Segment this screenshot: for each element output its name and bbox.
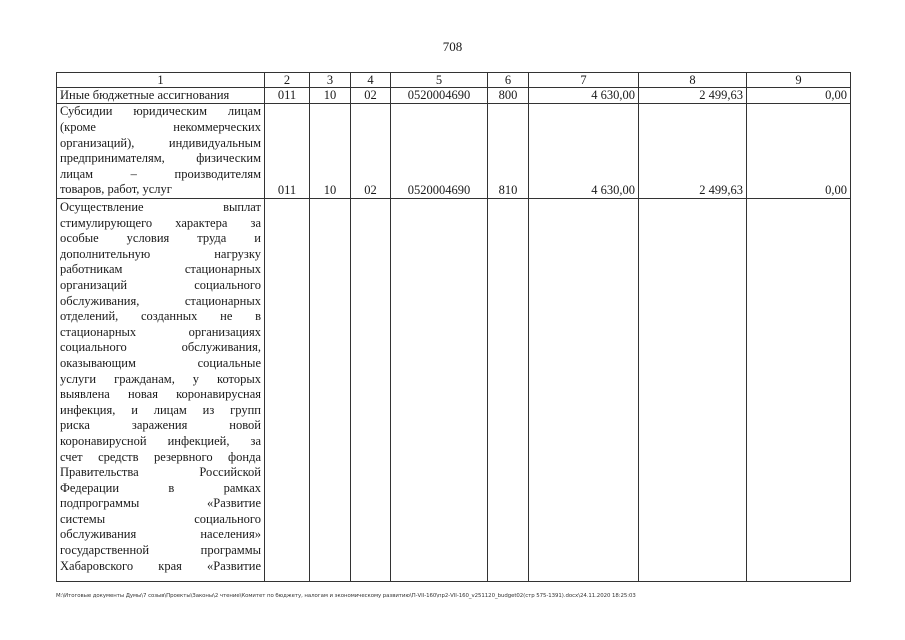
cell-amount-plan — [529, 199, 639, 582]
description-line: (кроме некоммерческих — [60, 120, 261, 135]
cell-amount-remaining: 0,00 — [747, 104, 851, 199]
description-line: Иные бюджетные ассигнования — [60, 88, 230, 102]
description-line: организаций социального — [60, 277, 261, 292]
cell-amount-plan: 4 630,00 — [529, 88, 639, 104]
header-row — [57, 73, 851, 88]
description-line: государственной программы — [60, 543, 261, 558]
cell-section: 10 — [310, 104, 351, 199]
header-cell: 4 — [351, 73, 391, 88]
description-line: подпрограммы «Развитие — [60, 496, 261, 511]
file-path-footer: M:\Итоговые документы Думы\7 созыв\Проекты\Законы\2 чтение\Комитет по бюджету, налогам и экономическому развитию\П-VII-160\пр2-VII-160_v251120_budget02(стр 575-1391).docx\24.11.2020 18:25:03 — [56, 593, 636, 599]
cell-subsection: 02 — [351, 104, 391, 199]
row-description — [57, 199, 265, 582]
description-line: стимулирующего характера за — [60, 215, 261, 230]
description-line: коронавирусной инфекцией, за — [60, 433, 261, 448]
cell-amount-executed: 2 499,63 — [639, 104, 747, 199]
description-line: лицам – производителям — [60, 166, 261, 181]
cell-ministry-code — [265, 199, 310, 582]
cell-expense-type — [488, 199, 529, 582]
budget-table — [56, 72, 851, 582]
header-cell: 2 — [265, 73, 310, 88]
description-line: Осуществление выплат — [60, 200, 261, 214]
header-cell: 8 — [639, 73, 747, 88]
cell-expense-type: 800 — [488, 88, 529, 104]
header-cell: 6 — [488, 73, 529, 88]
description-line: дополнительную нагрузку — [60, 246, 261, 261]
header-cell: 3 — [310, 73, 351, 88]
header-cell: 7 — [529, 73, 639, 88]
cell-section: 10 — [310, 88, 351, 104]
page-number: 708 — [442, 39, 463, 54]
table-row — [57, 104, 851, 199]
cell-amount-executed — [639, 199, 747, 582]
description-line: услуги гражданам, у которых — [60, 371, 261, 386]
description-line: риска заражения новой — [60, 418, 261, 433]
description-line: выявлена новая коронавирусная — [60, 387, 261, 402]
description-line: Правительства Российской — [60, 465, 261, 480]
header-cell: 9 — [747, 73, 851, 88]
cell-ministry-code: 011 — [265, 88, 310, 104]
header-cell: 5 — [391, 73, 488, 88]
table-row — [57, 88, 851, 104]
description-line: счет средств резервного фонда — [60, 449, 261, 464]
description-line: особые условия труда и — [60, 231, 261, 246]
cell-target-article: 0520004690 — [391, 104, 488, 199]
description-line: организаций), индивидуальным — [60, 135, 261, 150]
description-line: обслуживания населения» — [60, 527, 261, 542]
description-line: оказывающим социальные — [60, 355, 261, 370]
description-line: товаров, работ, услуг — [60, 182, 172, 197]
row-description — [57, 104, 265, 199]
cell-subsection: 02 — [351, 88, 391, 104]
cell-amount-plan: 4 630,00 — [529, 104, 639, 199]
table-row — [57, 199, 851, 582]
description-line: Федерации в рамках — [60, 480, 261, 495]
description-line: стационарных организациях — [60, 324, 261, 339]
description-line: работникам стационарных — [60, 262, 261, 277]
cell-amount-remaining: 0,00 — [747, 88, 851, 104]
description-line: Хабаровского края «Развитие — [60, 558, 261, 573]
description-line: отделений, созданных не в — [60, 309, 261, 324]
cell-ministry-code: 011 — [265, 104, 310, 199]
row-description — [57, 88, 265, 104]
cell-section — [310, 199, 351, 582]
cell-amount-remaining — [747, 199, 851, 582]
description-line: системы социального — [60, 511, 261, 526]
cell-target-article — [391, 199, 488, 582]
description-line: предпринимателям, физическим — [60, 151, 261, 166]
cell-target-article: 0520004690 — [391, 88, 488, 104]
description-line: Субсидии юридическим лицам — [60, 104, 261, 119]
cell-expense-type: 810 — [488, 104, 529, 199]
description-line: инфекция, и лицам из групп — [60, 402, 261, 417]
cell-subsection — [351, 199, 391, 582]
description-line: социального обслуживания, — [60, 340, 261, 355]
cell-amount-executed: 2 499,63 — [639, 88, 747, 104]
description-line: обслуживания, стационарных — [60, 293, 261, 308]
header-cell: 1 — [57, 73, 265, 88]
